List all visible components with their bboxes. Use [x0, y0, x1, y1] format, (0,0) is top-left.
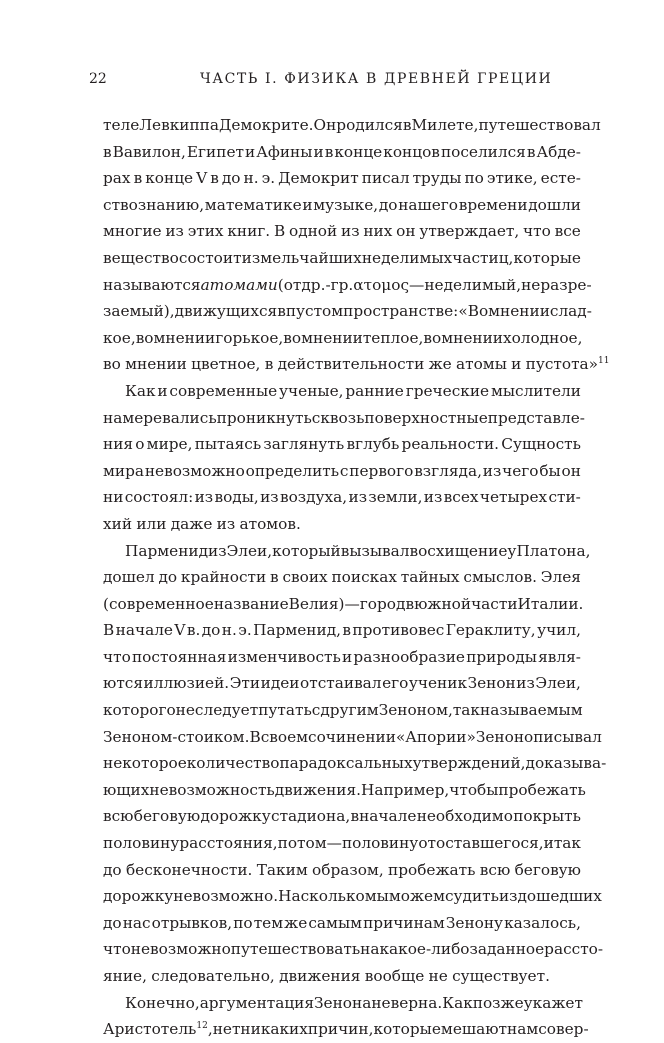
- text-line: ющих невозможность движения. Например, чтобы пробежать: [103, 780, 586, 799]
- text-line: мира невозможно определить с первого взгляда, из чего бы он: [103, 461, 581, 480]
- text-line: Как и современные ученые, ранние греческие мыслители: [125, 381, 581, 400]
- text-line: половину расстояния, потом — половину от оставшегося, и так: [103, 834, 581, 853]
- text-line: (современное название Велия) — город в южной части Италии.: [103, 594, 584, 613]
- running-head: [89, 71, 589, 91]
- text-line: в Вавилон, Египет и Афины и в конце концов поселился в Абде-: [103, 142, 581, 161]
- text-line: рах в конце V в до н. э. Демокрит писал труды по этике, есте-: [103, 169, 581, 188]
- text-line: кое, во мнении горькое, во мнении теплое, во мнении холодное,: [103, 328, 583, 347]
- page-number: 22: [89, 71, 107, 87]
- running-title: ЧАСТЬ I. ФИЗИКА В ДРЕВНЕЙ ГРЕЦИИ: [200, 71, 553, 87]
- text-line: во мнении цветное, в действительности же атомы и пустота»$^{11}$: [103, 355, 610, 374]
- text-line: Парменид из Элеи, который вызывал восхищение у Платона,: [125, 541, 591, 560]
- footnote-ref: 12: [196, 1021, 208, 1032]
- text-line: В начале V в. до н. э. Парменид, в противовес Гераклиту, учил,: [103, 621, 581, 640]
- text-line: многие из этих книг. В одной из них он утверждает, что все: [103, 222, 581, 241]
- text-line: ются иллюзией. Эти идеи отстаивал его ученик Зенон из Элеи,: [103, 674, 581, 693]
- text-line: некоторое количество парадоксальных утверждений, доказыва-: [103, 754, 607, 773]
- text-line: дошел до крайности в своих поисках тайных смыслов. Элея: [103, 568, 581, 587]
- text-line: заемый), движущихся в пустом пространстве: «Во мнении слад-: [103, 302, 592, 321]
- text-line: намеревались проникнуть сквозь поверхностные представле-: [103, 408, 585, 427]
- text-line: называются атомами (от др.-гр. ατομος — неделимый, неразре-: [103, 275, 592, 294]
- text-line: до нас отрывков, по тем же самым причинам Зенону казалось,: [103, 913, 581, 932]
- body-text: [103, 112, 610, 1043]
- text-line: ни состоял: из воды, из воздуха, из земли, из всех четырех сти-: [103, 488, 581, 507]
- text-line: ния о мире, пытаясь заглянуть вглубь реальности. Сущность: [103, 435, 581, 454]
- text-line: всю беговую дорожку стадиона, вначале необходимо покрыть: [103, 807, 581, 826]
- text-line: Зеноном-стоиком. В своем сочинении «Апории» Зенон описывал: [103, 727, 602, 746]
- text-line: хий или даже из атомов.: [103, 514, 301, 533]
- text-line: вещество состоит из мельчайших неделимых частиц, которые: [103, 248, 581, 267]
- text-line: что невозможно путешествовать на какое-либо заданное рассто-: [103, 940, 604, 959]
- text-line: что постоянная изменчивость и разнообразие природы явля-: [103, 647, 581, 666]
- text-line: Аристотель$^{12}$, нет никаких причин, которые мешают нам совер-: [103, 1020, 589, 1039]
- text-line: яние, следовательно, движения вообще не существует.: [103, 967, 550, 985]
- text-line: ствознанию, математике и музыке, до нашего времени дошли: [103, 195, 581, 214]
- text-line: до бесконечности. Таким образом, пробежать всю беговую: [103, 860, 581, 879]
- footnote-ref: 11: [598, 356, 610, 367]
- text-line: теле Левкиппа Демокрите. Он родился в Милете, путешествовал: [103, 116, 601, 134]
- text-line: которого не следует путать с другим Зеноном, так называемым: [103, 701, 583, 720]
- text-line: дорожку невозможно. Насколько мы можем судить из дошедших: [103, 887, 602, 906]
- text-line: Конечно, аргументация Зенона неверна. Как позже укажет: [125, 993, 583, 1012]
